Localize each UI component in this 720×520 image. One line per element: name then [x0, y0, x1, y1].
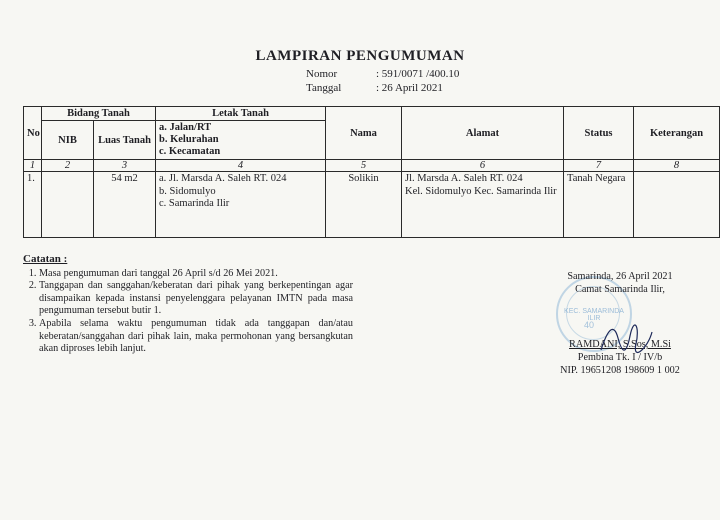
col-number: 8	[634, 160, 720, 172]
col-nama: Nama	[326, 107, 402, 160]
sign-name: RAMDANI, S.Sos, M.Si	[569, 339, 671, 350]
stamp-text: KEC. SAMARINDA ILIR	[564, 308, 624, 322]
column-number-row	[24, 160, 720, 172]
cell-luas: 54 m2	[94, 172, 156, 238]
sign-rank: Pembina Tk. I / IV/b	[577, 352, 663, 363]
cell-letak	[156, 172, 326, 238]
letak-kecamatan: c. Samarinda Ilir	[159, 198, 230, 209]
col-number: 4	[156, 160, 326, 172]
list-item: 3. Apabila selama waktu pengumuman tidak ada tanggapan dan/atau keberatan/sanggahan dari pihak lain, maka permohonan yang bersangkutan akan diproses lebih lanjut.	[39, 318, 353, 356]
col-luas-tanah: Luas Tanah	[94, 121, 156, 160]
col-number: 1	[24, 160, 42, 172]
cell-nama: Solikin	[326, 172, 402, 238]
tanggal-value: : 26 April 2021	[376, 82, 443, 94]
col-letak-sub	[156, 121, 326, 160]
letak-sub-c: c. Kecamatan	[159, 146, 221, 157]
col-nib: NIB	[42, 121, 94, 160]
col-number: 5	[326, 160, 402, 172]
col-letak-tanah: Letak Tanah	[156, 107, 326, 121]
cell-status: Tanah Negara	[564, 172, 634, 238]
col-status: Status	[564, 107, 634, 160]
col-alamat: Alamat	[402, 107, 564, 160]
document-title: LAMPIRAN PENGUMUMAN	[255, 48, 465, 64]
alamat-line-1: Jl. Marsda A. Saleh RT. 024	[405, 173, 523, 184]
cell-no: 1.	[24, 172, 42, 238]
col-no: No	[24, 107, 42, 160]
header-row-1	[24, 107, 720, 121]
nomor-value: : 591/0071 /400.10	[376, 68, 460, 80]
sign-nip: NIP. 19651208 198609 1 002	[560, 365, 680, 376]
col-keterangan: Keterangan	[634, 107, 720, 160]
table-row	[24, 172, 720, 238]
nomor-label: Nomor	[306, 68, 338, 80]
col-number: 6	[402, 160, 564, 172]
col-bidang-tanah: Bidang Tanah	[42, 107, 156, 121]
tanggal-label: Tanggal	[306, 82, 342, 94]
land-table	[23, 106, 720, 238]
cell-nib	[42, 172, 94, 238]
alamat-line-2: Kel. Sidomulyo Kec. Samarinda Ilir	[405, 185, 557, 197]
col-number: 7	[564, 160, 634, 172]
letak-kelurahan: b. Sidomulyo	[159, 185, 216, 197]
cell-alamat	[402, 172, 564, 238]
cell-keterangan	[634, 172, 720, 238]
col-number: 3	[94, 160, 156, 172]
sign-place-date: Samarinda, 26 April 2021	[567, 271, 673, 282]
document-meta	[306, 67, 459, 95]
list-item: 2. Tanggapan dan sanggahan/keberatan dari pihak yang berkepentingan agar disampaikan kepada instansi penyelenggara pelayanan IMTN pada masa pengumuman tersebut butir 1.	[39, 280, 353, 318]
letak-sub-a: a. Jalan/RT	[159, 122, 212, 133]
letak-sub-b: b. Kelurahan	[159, 134, 219, 145]
list-item: 1. Masa pengumuman dari tanggal 26 April s/d 26 Mei 2021.	[39, 268, 353, 281]
letak-jalan: a. Jl. Marsda A. Saleh RT. 024	[159, 173, 287, 184]
sign-position: Camat Samarinda Ilir,	[575, 284, 665, 295]
handwritten-signature	[596, 318, 656, 358]
stamp-number: 40	[584, 320, 595, 330]
notes-list	[23, 268, 353, 356]
notes-heading: Catatan :	[23, 253, 68, 265]
notes-section	[23, 253, 353, 356]
col-number: 2	[42, 160, 94, 172]
